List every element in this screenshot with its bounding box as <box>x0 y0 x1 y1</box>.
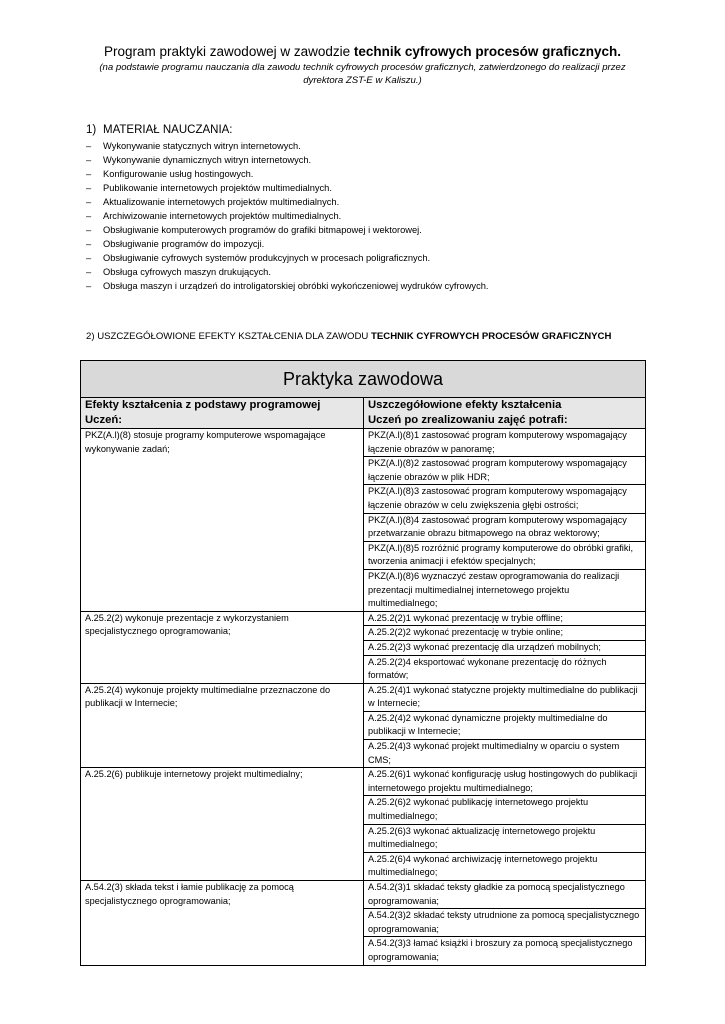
detail-cell: A.25.2(4)1 wykonać statyczne projekty multimedialne do publikacji w Internecie; <box>364 683 646 711</box>
column-header-effects-line2: Uczeń: <box>85 413 123 426</box>
detail-cell: A.25.2(6)1 wykonać konfigurację usług hostingowych do publikacji internetowego projektu multimedialnego; <box>364 768 646 796</box>
document-subtitle: (na podstawie programu nauczania dla zawodu technik cyfrowych procesów graficznych, zatwierdzonego do realizacji przez dyrektora ZST-E w Kaliszu.) <box>99 62 626 86</box>
list-item <box>86 195 488 209</box>
list-item-text: Obsługa cyfrowych maszyn drukujących. <box>103 267 271 277</box>
list-item <box>86 251 488 265</box>
table-heading-row <box>81 361 646 398</box>
detail-cell: PKZ(A.l)(8)6 wyznaczyć zestaw oprogramowania do realizacji prezentacji multimedialnej internetowego projektu multimedialnego; <box>364 569 646 611</box>
list-bullet: – <box>86 169 92 179</box>
effects-table <box>80 360 646 966</box>
list-item-text: Obsługiwanie komputerowych programów do grafiki bitmapowej i wektorowej. <box>103 225 422 235</box>
detail-cell: PKZ(A.l)(8)4 zastosować program komputerowy wspomagający przetwarzanie obrazu bitmapowego na obraz wektorowy; <box>364 513 646 541</box>
detail-cell: A.25.2(2)4 eksportować wykonane prezentację do różnych formatów; <box>364 655 646 683</box>
list-item-text: Obsługiwanie programów do impozycji. <box>103 239 265 249</box>
detail-cell: A.25.2(2)1 wykonać prezentację w trybie offline; <box>364 611 646 626</box>
column-header-details <box>364 398 646 429</box>
detail-cell: PKZ(A.l)(8)2 zastosować program komputerowy wspomagający łączenie obrazów w plik HDR; <box>364 457 646 485</box>
detail-cell: PKZ(A.l)(8)3 zastosować program komputerowy wspomagający łączenie obrazów w celu zwiększenia głębi ostrości; <box>364 485 646 513</box>
detail-cell: A.54.2(3)1 składać teksty gładkie za pomocą specjalistycznego oprogramowania; <box>364 881 646 909</box>
list-item <box>86 209 488 223</box>
detail-cell: A.54.2(3)3 łamać książki i broszury za pomocą specjalistycznego oprogramowania; <box>364 937 646 965</box>
title-bold: technik cyfrowych procesów graficznych. <box>353 44 621 59</box>
list-item-text: Wykonywanie statycznych witryn internetowych. <box>103 141 301 151</box>
list-item <box>86 139 488 153</box>
list-bullet: – <box>86 281 92 291</box>
detail-cell: A.25.2(2)3 wykonać prezentację dla urządzeń mobilnych; <box>364 640 646 655</box>
list-bullet: – <box>86 155 92 165</box>
list-item <box>86 279 488 293</box>
effect-cell: A.25.2(6) publikuje internetowy projekt multimedialny; <box>81 768 364 881</box>
effect-cell: A.25.2(2) wykonuje prezentacje z wykorzystaniem specjalistycznego oprogramowania; <box>81 611 364 683</box>
table-row <box>81 683 646 711</box>
table-row <box>81 429 646 457</box>
section2-title-prefix: 2) USZCZEGÓŁOWIONE EFEKTY KSZTAŁCENIA DLA ZAWODU <box>86 331 372 342</box>
list-item-text: Aktualizowanie internetowych projektów multimedialnych. <box>103 197 340 207</box>
detail-cell: A.25.2(6)2 wykonać publikację internetowego projektu multimedialnego; <box>364 796 646 824</box>
effect-cell: A.54.2(3) składa tekst i łamie publikację za pomocą specjalistycznego oprogramowania; <box>81 881 364 966</box>
section1-heading <box>86 123 233 137</box>
section1-title: MATERIAŁ NAUCZANIA: <box>103 124 233 136</box>
list-item-text: Konfigurowanie usług hostingowych. <box>103 169 254 179</box>
detail-cell: A.54.2(3)2 składać teksty utrudnione za pomocą specjalistycznego oprogramowania; <box>364 909 646 937</box>
table-row <box>81 768 646 796</box>
section2-title-bold: TECHNIK CYFROWYCH PROCESÓW GRAFICZNYCH <box>371 331 612 342</box>
list-bullet: – <box>86 267 92 277</box>
list-bullet: – <box>86 197 92 207</box>
detail-cell: A.25.2(6)3 wykonać aktualizację internetowego projektu multimedialnego; <box>364 824 646 852</box>
effect-cell: PKZ(A.l)(8) stosuje programy komputerowe wspomagające wykonywanie zadań; <box>81 429 364 612</box>
list-item-text: Wykonywanie dynamicznych witryn internetowych. <box>103 155 312 165</box>
detail-cell: A.25.2(4)3 wykonać projekt multimedialny w oparciu o system CMS; <box>364 740 646 768</box>
list-item <box>86 167 488 181</box>
list-bullet: – <box>86 211 92 221</box>
list-item-text: Obsługa maszyn i urządzeń do introligatorskiej obróbki wykończeniowej wydruków cyfrowych. <box>103 281 489 291</box>
detail-cell: A.25.2(2)2 wykonać prezentację w trybie online; <box>364 626 646 641</box>
list-item <box>86 223 488 237</box>
list-item <box>86 181 488 195</box>
document-title <box>0 43 725 60</box>
list-item-text: Obsługiwanie cyfrowych systemów produkcyjnych w procesach poligraficznych. <box>103 253 431 263</box>
materials-list <box>86 139 488 293</box>
table-heading: Praktyka zawodowa <box>81 361 646 398</box>
detail-cell: A.25.2(6)4 wykonać archiwizację internetowego projektu multimedialnego; <box>364 852 646 880</box>
effect-cell: A.25.2(4) wykonuje projekty multimedialne przeznaczone do publikacji w Internecie; <box>81 683 364 768</box>
detail-cell: PKZ(A.l)(8)5 rozróżnić programy komputerowe do obróbki grafiki, tworzenia animacji i efektów specjalnych; <box>364 541 646 569</box>
section1-number: 1) <box>86 124 97 136</box>
table-column-header-row <box>81 398 646 429</box>
list-item-text: Publikowanie internetowych projektów multimedialnych. <box>103 183 332 193</box>
list-item <box>86 237 488 251</box>
section2-heading <box>86 330 611 343</box>
title-prefix: Program praktyki zawodowej w zawodzie <box>104 44 354 59</box>
list-bullet: – <box>86 239 92 249</box>
detail-cell: PKZ(A.l)(8)1 zastosować program komputerowy wspomagający łączenie obrazów w panoramę; <box>364 429 646 457</box>
column-header-details-line2: Uczeń po zrealizowaniu zajęć potrafi: <box>368 413 568 426</box>
column-header-effects-line1: Efekty kształcenia z podstawy programowej <box>85 399 321 411</box>
list-bullet: – <box>86 225 92 235</box>
list-item-text: Archiwizowanie internetowych projektów multimedialnych. <box>103 211 342 221</box>
list-bullet: – <box>86 253 92 263</box>
table-row <box>81 611 646 626</box>
list-bullet: – <box>86 141 92 151</box>
list-item <box>86 153 488 167</box>
detail-cell: A.25.2(4)2 wykonać dynamiczne projekty multimedialne do publikacji w Internecie; <box>364 711 646 739</box>
column-header-details-line1: Uszczegółowione efekty kształcenia <box>368 399 562 411</box>
list-bullet: – <box>86 183 92 193</box>
table-row <box>81 881 646 909</box>
column-header-effects <box>81 398 364 429</box>
list-item <box>86 265 488 279</box>
